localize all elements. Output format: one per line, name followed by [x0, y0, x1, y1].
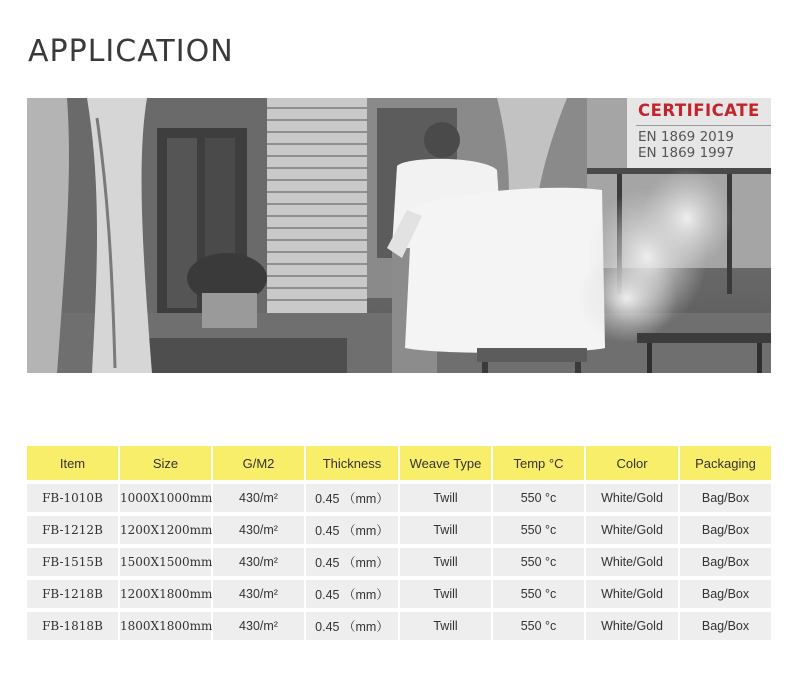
cell-color: White/Gold — [586, 548, 678, 576]
cell-weave-type: Twill — [400, 548, 491, 576]
cell-gsm: 430/m² — [213, 516, 304, 544]
cell-item: FB-1218B — [27, 580, 118, 608]
cell-temp: 550 °c — [493, 516, 584, 544]
cell-weave-type: Twill — [400, 612, 491, 640]
cell-thickness: 0.45 （mm） — [306, 612, 398, 640]
cell-size: 1500X1500mm — [120, 548, 211, 576]
cell-gsm: 430/m² — [213, 580, 304, 608]
column-header-thickness: Thickness — [306, 446, 398, 480]
certificate-standard: EN 1869 1997 — [638, 145, 734, 161]
column-header-gsm: G/M2 — [213, 446, 304, 480]
cell-gsm: 430/m² — [213, 484, 304, 512]
cell-temp: 550 °c — [493, 548, 584, 576]
column-header-weave-type: Weave Type — [400, 446, 491, 480]
cell-size: 1200X1800mm — [120, 580, 211, 608]
table-header-row — [27, 446, 771, 480]
cell-color: White/Gold — [586, 516, 678, 544]
certificate-standard: EN 1869 2019 — [638, 129, 734, 145]
column-header-item: Item — [27, 446, 118, 480]
certificate-badge — [627, 98, 771, 168]
table-row — [27, 612, 771, 640]
cell-temp: 550 °c — [493, 484, 584, 512]
cell-weave-type: Twill — [400, 580, 491, 608]
cell-size: 1800X1800mm — [120, 612, 211, 640]
page-title: APPLICATION — [28, 34, 234, 69]
cell-gsm: 430/m² — [213, 548, 304, 576]
cell-temp: 550 °c — [493, 612, 584, 640]
cell-thickness: 0.45 （mm） — [306, 548, 398, 576]
cell-item: FB-1212B — [27, 516, 118, 544]
cell-color: White/Gold — [586, 580, 678, 608]
cell-color: White/Gold — [586, 484, 678, 512]
specification-table — [25, 442, 773, 644]
cell-thickness: 0.45 （mm） — [306, 516, 398, 544]
cell-thickness: 0.45 （mm） — [306, 484, 398, 512]
cell-thickness: 0.45 （mm） — [306, 580, 398, 608]
column-header-temp: Temp °C — [493, 446, 584, 480]
cell-size: 1000X1000mm — [120, 484, 211, 512]
cell-weave-type: Twill — [400, 516, 491, 544]
table-row — [27, 516, 771, 544]
certificate-title: CERTIFICATE — [638, 101, 760, 120]
cell-item: FB-1010B — [27, 484, 118, 512]
cell-temp: 550 °c — [493, 580, 584, 608]
table-row — [27, 580, 771, 608]
cell-gsm: 430/m² — [213, 612, 304, 640]
cell-packaging: Bag/Box — [680, 516, 771, 544]
column-header-size: Size — [120, 446, 211, 480]
cell-weave-type: Twill — [400, 484, 491, 512]
column-header-packaging: Packaging — [680, 446, 771, 480]
cell-packaging: Bag/Box — [680, 580, 771, 608]
certificate-divider — [636, 125, 771, 126]
cell-item: FB-1818B — [27, 612, 118, 640]
cell-size: 1200X1200mm — [120, 516, 211, 544]
cell-packaging: Bag/Box — [680, 548, 771, 576]
table-row — [27, 484, 771, 512]
cell-color: White/Gold — [586, 612, 678, 640]
column-header-color: Color — [586, 446, 678, 480]
cell-packaging: Bag/Box — [680, 484, 771, 512]
cell-packaging: Bag/Box — [680, 612, 771, 640]
application-photo — [27, 98, 771, 373]
cell-item: FB-1515B — [27, 548, 118, 576]
table-row — [27, 548, 771, 576]
